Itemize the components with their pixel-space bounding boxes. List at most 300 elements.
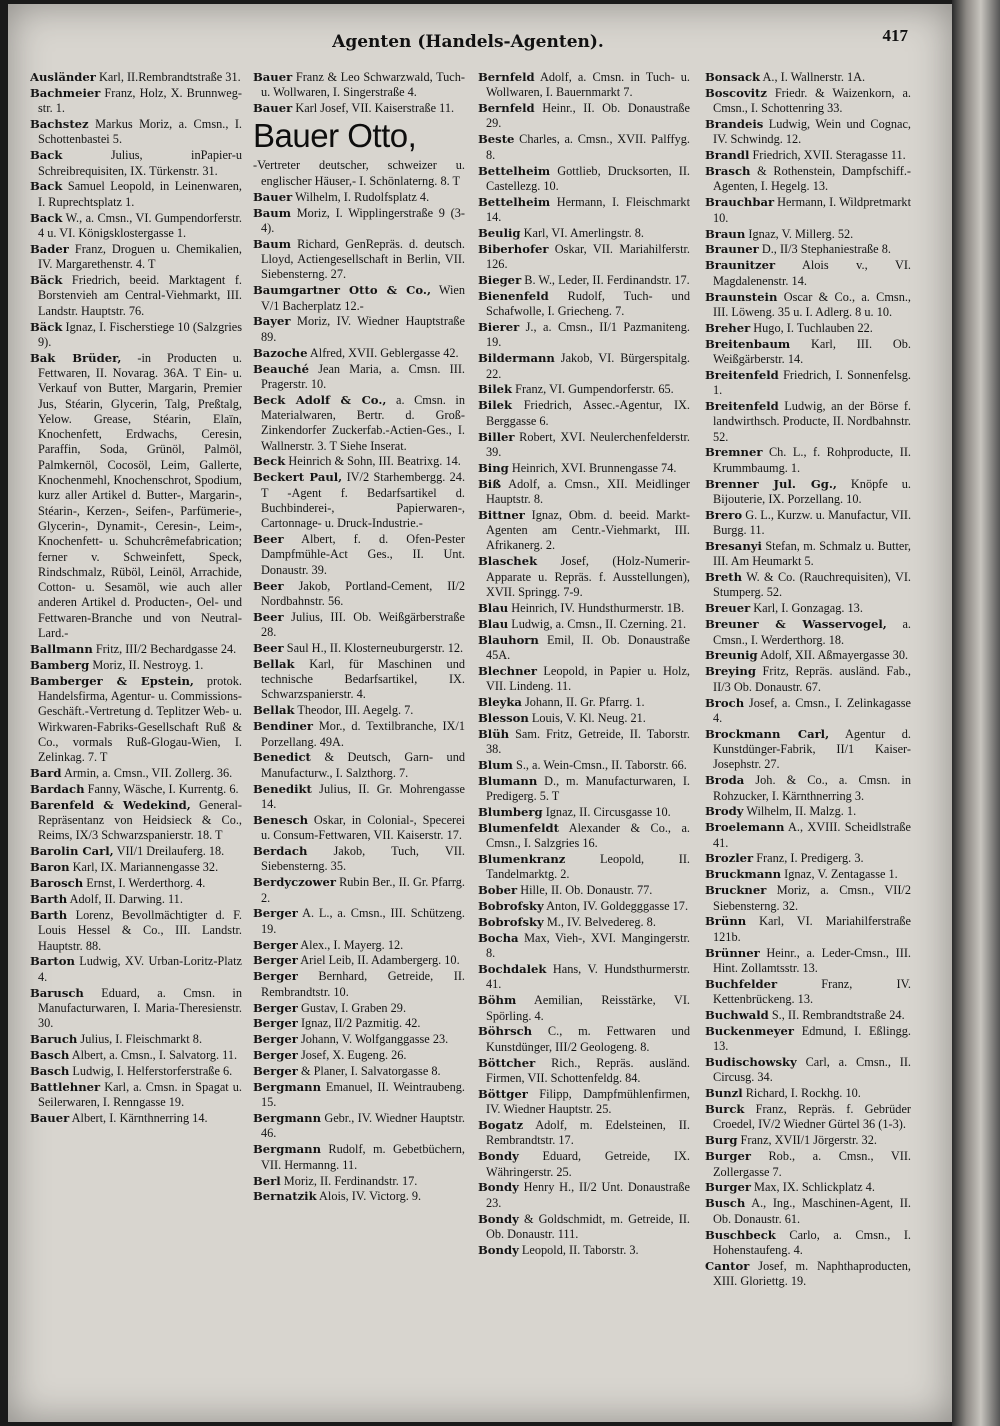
- entry-details: Jakob, VI. Bürgerspitalg. 22.: [486, 351, 690, 381]
- entry-details: Franz, XVII/1 Jörgerstr. 32.: [740, 1133, 877, 1148]
- directory-entry: [253, 362, 465, 393]
- entry-details: A., I. Wallnerstr. 1A.: [762, 70, 866, 84]
- directory-entry: [705, 337, 911, 368]
- entry-details: Wilhelm, I. Rudolfsplatz 4.: [295, 189, 430, 204]
- entry-name: Böttger: [478, 1086, 528, 1101]
- entry-name: Basch: [30, 1063, 70, 1078]
- entry-name: Blumberg: [478, 804, 543, 819]
- entry-name: Buchwald: [705, 1008, 769, 1022]
- directory-entry: [705, 1102, 911, 1133]
- entry-details: Karl Josef, VII. Kaiserstraße 11.: [295, 101, 455, 116]
- directory-entry: [30, 844, 242, 859]
- entry-name: Brenner Jul. Gg.,: [705, 476, 837, 491]
- entry-name: Beulig: [478, 225, 521, 240]
- entry-details: Heinrich & Sohn, III. Beatrixg. 14.: [288, 454, 461, 469]
- entry-details: Karl, VI. Amerlingstr. 8.: [523, 225, 644, 240]
- directory-entry: [705, 1008, 911, 1023]
- directory-entry: [705, 399, 911, 445]
- entry-details: Leopold, II. Taborstr. 3.: [521, 1242, 639, 1257]
- entry-name: Breitenfeld: [705, 398, 779, 413]
- directory-page: [8, 4, 952, 1422]
- entry-name: Barusch: [30, 985, 84, 1000]
- entry-name: Berger: [253, 906, 298, 921]
- entry-name: Bauer: [30, 1110, 70, 1125]
- column-1: [30, 70, 242, 1410]
- directory-entry: [705, 1086, 911, 1101]
- directory-entry: [705, 914, 911, 945]
- entry-name: Bunzl: [705, 1086, 743, 1101]
- directory-entry: [253, 1016, 465, 1031]
- directory-entry: [478, 852, 690, 883]
- entry-name: Baruch: [30, 1032, 78, 1047]
- directory-entry: [253, 1064, 465, 1079]
- directory-entry: [478, 727, 690, 758]
- directory-entry: [253, 1001, 465, 1016]
- directory-entry: [253, 1189, 465, 1204]
- entry-details: & Rothenstein, Dampfschiff.-Agenten, I. Hegelg. 13.: [713, 164, 911, 194]
- directory-entry: [30, 876, 242, 891]
- entry-details: Heinr., II. Ob. Donaustraße 29.: [486, 101, 690, 131]
- entry-details: A., Ing., Maschinen-Agent, II. Ob. Donaustr. 61.: [713, 1196, 911, 1226]
- directory-entry: [30, 658, 242, 673]
- directory-entry: [705, 1024, 911, 1055]
- entry-details: Emanuel, II. Weintraubeng. 15.: [261, 1080, 465, 1110]
- entry-name: Blaschek: [478, 554, 538, 569]
- entry-details: Charles, a. Cmsn., XVII. Palffyg. 8.: [486, 132, 690, 162]
- entry-name: Bendiner: [253, 719, 314, 734]
- entry-details: Gottlieb, Drucksorten, II. Castellezg. 10.: [486, 163, 690, 193]
- directory-entry: [705, 946, 911, 977]
- entry-details: Rubin Ber., II. Gr. Pfarrg. 2.: [261, 875, 465, 905]
- entry-name: Breunig: [705, 648, 758, 663]
- entry-name: Beer: [253, 578, 284, 593]
- entry-details: Franz, Holz, X. Brunnwegstr. 1.: [38, 85, 242, 116]
- entry-name: Bazoche: [253, 345, 308, 360]
- directory-entry: [705, 242, 911, 257]
- entry-name: Blechner: [478, 663, 537, 678]
- entry-details: Leopold, in Papier u. Holz, VII. Lindeng. 11.: [486, 663, 690, 694]
- entry-details: Ernst, I. Werderthorg. 4.: [86, 876, 206, 891]
- directory-entry: [705, 601, 911, 616]
- entry-name: Bondy: [478, 1242, 519, 1257]
- entry-name: Bellak: [253, 703, 295, 718]
- entry-name: Breth: [705, 570, 743, 585]
- directory-entry: [253, 1048, 465, 1063]
- directory-entry: [253, 1032, 465, 1047]
- directory-entry: [705, 867, 911, 882]
- entry-details: Gustav, I. Graben 29.: [300, 1000, 407, 1015]
- entry-name: Breitenfeld: [705, 367, 779, 382]
- directory-entry: [478, 1024, 690, 1055]
- entry-name: Beauché: [253, 361, 309, 376]
- entry-details: Ignaz, I. Fischerstiege 10 (Salzgries 9).: [38, 319, 242, 349]
- entry-details: Josef, m. Naphthaproducten, XIII. Gloriettg. 19.: [713, 1258, 911, 1288]
- entry-name: Beer: [253, 609, 284, 624]
- entry-details: Agentur d. Kunstdünger-Fabrik, II/1 Kaiser-Josephstr. 27.: [713, 726, 911, 772]
- entry-name: Bober: [478, 883, 518, 898]
- directory-entry: [478, 461, 690, 476]
- entry-details: Richard, I. Rockhg. 10.: [745, 1086, 861, 1101]
- entry-name: Bernatzik: [253, 1189, 317, 1204]
- directory-entry: [253, 283, 465, 314]
- entry-name: Beck Adolf & Co.,: [253, 392, 387, 407]
- entry-name: Blumenfeldt: [478, 820, 559, 835]
- directory-entry: [253, 938, 465, 953]
- entry-name: Bogatz: [478, 1118, 524, 1133]
- entry-details: Mor., d. Textilbranche, IX/1 Porzellang. 49A.: [261, 719, 465, 749]
- entry-details: Alfred, XVII. Geblergasse 42.: [309, 345, 459, 360]
- directory-entry: [478, 601, 690, 616]
- directory-entry: [30, 86, 242, 117]
- entry-details: Albert, f. d. Ofen-Pester Dampfmühle-Act Ges., II. Unt. Donaustr. 39.: [261, 532, 465, 577]
- directory-entry: [478, 883, 690, 898]
- directory-entry: [253, 158, 465, 189]
- entry-details: J., a. Cmsn., II/1 Pazmaniteng. 19.: [486, 320, 690, 350]
- directory-entry: [30, 351, 242, 642]
- entry-name: Busch: [705, 1196, 746, 1211]
- entry-details: Friedrich, beeid. Marktagent f. Borstenvieh am Central-Viehmarkt, III. Landstr. Hauptstr. 76.: [38, 273, 242, 318]
- entry-details: Karl, a. Cmsn. in Spagat u. Seilerwaren, I. Renngasse 19.: [38, 1079, 242, 1110]
- entry-details: General-Repräsentanz von Heidsieck & Co., Reims, IX/3 Schwarzspanierstr. 18. T: [38, 797, 242, 843]
- directory-entry: [705, 1149, 911, 1180]
- directory-entry: [253, 393, 465, 454]
- entry-name: Broch: [705, 695, 745, 710]
- entry-details: Emil, II. Ob. Donaustraße 45A.: [486, 632, 690, 662]
- entry-name: Burg: [705, 1133, 738, 1148]
- entry-details: Josef, X. Eugeng. 26.: [300, 1048, 407, 1063]
- directory-entry: [253, 314, 465, 345]
- entry-details: Fanny, Wäsche, I. Kurrentg. 6.: [87, 781, 239, 796]
- entry-details: B. W., Leder, II. Ferdinandstr. 17.: [524, 273, 690, 288]
- entry-details: Edmund, I. Eßlingg. 13.: [713, 1023, 911, 1054]
- entry-details: Joh. & Co., a. Cmsn. in Rohzucker, I. Kärnthnerring 3.: [713, 773, 911, 803]
- entry-name: Berger: [253, 1032, 298, 1047]
- page-number: 417: [882, 26, 908, 45]
- directory-entry: [253, 237, 465, 283]
- entry-name: Breying: [705, 664, 756, 679]
- directory-entry: [478, 70, 690, 101]
- entry-details: Karl, IX. Mariannengasse 32.: [72, 860, 219, 875]
- entry-name: Benedict: [253, 750, 311, 765]
- entry-name: Bilek: [478, 398, 513, 413]
- entry-name: Beer: [253, 532, 284, 547]
- entry-name: Berdyczower: [253, 875, 336, 890]
- entry-details: Karl, II.Rembrandtstraße 31.: [98, 70, 241, 84]
- directory-entry: [478, 931, 690, 962]
- entry-name: Barth: [30, 907, 68, 922]
- entry-details: & Deutsch, Garn- und Manufacturw., I. Salzthorg. 7.: [261, 750, 465, 780]
- entry-details: a. Cmsn., I. Werderthorg. 18.: [713, 617, 911, 647]
- entry-details: Ignaz, V. Millerg. 52.: [748, 226, 854, 241]
- entry-details: Robert, XVI. Neulerchenfelderstr. 39.: [486, 429, 690, 459]
- entry-details: Hermann, I. Fleischmarkt 14.: [486, 194, 690, 225]
- entry-details: Moriz, a. Cmsn., VII/2 Siebensterng. 32.: [713, 883, 911, 913]
- entry-details: S., II. Rembrandtstraße 24.: [771, 1008, 905, 1022]
- directory-entry: [478, 1212, 690, 1243]
- entry-details: Jakob, Tuch, VII. Siebensterng. 35.: [261, 844, 465, 874]
- entry-details: W., a. Cmsn., VI. Gumpendorferstr. 4 u. VI. Königsklostergasse 1.: [38, 210, 242, 240]
- directory-entry: [705, 1055, 911, 1086]
- directory-entry: [30, 179, 242, 210]
- entry-name: Barolin Carl,: [30, 844, 114, 859]
- entry-name: Beer: [253, 641, 284, 655]
- directory-entry: [705, 727, 911, 773]
- entry-name: Back: [30, 179, 63, 194]
- entry-name: Böhm: [478, 993, 517, 1008]
- entry-details: Moriz, II. Nestroyg. 1.: [92, 657, 204, 672]
- directory-entry: [30, 892, 242, 907]
- entry-details: Alex., I. Mayerg. 12.: [300, 937, 404, 952]
- column-2: [253, 70, 465, 1410]
- entry-name: Brandeis: [705, 117, 764, 132]
- directory-entry: [30, 242, 242, 273]
- entry-name: Blesson: [478, 710, 529, 725]
- entry-details: Franz, IV. Kettenbrückeng. 13.: [713, 976, 911, 1007]
- entry-name: Benesch: [253, 812, 308, 827]
- entry-details: Markus Moriz, a. Cmsn., I. Schottenbastei 5.: [38, 117, 242, 147]
- directory-entry: [705, 148, 911, 163]
- entry-name: Biller: [478, 429, 515, 444]
- directory-entry: [30, 674, 242, 766]
- directory-entry: [253, 875, 465, 906]
- entry-details: Hermann, I. Wildpretmarkt 10.: [713, 195, 911, 225]
- entry-name: Brozler: [705, 851, 754, 866]
- entry-details: Julius, inPapier-u Schreibrequisiten, IX. Türkenstr. 31.: [38, 148, 242, 178]
- directory-entry: [253, 657, 465, 703]
- directory-entry: [253, 206, 465, 237]
- entry-name: Barenfeld & Wedekind,: [30, 797, 191, 812]
- directory-entry: [705, 1196, 911, 1227]
- directory-entry: [478, 805, 690, 820]
- directory-entry: [30, 908, 242, 954]
- directory-entry: [30, 320, 242, 351]
- entry-name: Bernfeld: [478, 70, 535, 84]
- entry-details: S., a. Wein-Cmsn., II. Taborstr. 66.: [515, 757, 687, 772]
- entry-name: Berger: [253, 1000, 298, 1015]
- directory-entry: [705, 445, 911, 476]
- entry-name: Bellak: [253, 656, 295, 671]
- directory-entry: [253, 969, 465, 1000]
- entry-details: Ignaz, II/2 Pazmitig. 42.: [300, 1016, 421, 1031]
- entry-name: Bremner: [705, 445, 763, 460]
- entry-details: Richard, GenRepräs. d. deutsch. Lloyd, Actiengesellschaft in Berlin, VII. Siebensterng. 27.: [261, 236, 465, 282]
- entry-details: Ch. L., f. Rohproducte, II. Krummbaumg. 1.: [713, 445, 911, 475]
- entry-name: Brünn: [705, 914, 747, 929]
- entry-name: Braunstein: [705, 289, 778, 304]
- directory-entry: [478, 1056, 690, 1087]
- entry-details: Armin, a. Cmsn., VII. Zollerg. 36.: [63, 766, 233, 781]
- entry-name: Bruckmann: [705, 867, 782, 882]
- entry-details: Rudolf, m. Gebetbüchern, VII. Hermanng. 11.: [261, 1142, 465, 1172]
- entry-name: Bamberg: [30, 657, 90, 672]
- entry-details: Ariel Leib, II. Adambergerg. 10.: [300, 953, 460, 968]
- entry-name: Bergmann: [253, 1111, 322, 1126]
- entry-name: Barton: [30, 954, 75, 969]
- entry-name: Biß: [478, 476, 502, 491]
- entry-details: Alexander & Co., a. Cmsn., I. Salzgries 16.: [486, 820, 690, 851]
- entry-name: Bernfeld: [478, 101, 535, 116]
- entry-details: VII/1 Dreilauferg. 18.: [116, 844, 225, 859]
- entry-name: Barth: [30, 892, 68, 907]
- directory-entry: [705, 70, 911, 85]
- entry-details: Adolf, m. Edelsteinen, II. Rembrandtstr. 17.: [486, 1118, 690, 1148]
- entry-details: Fritz, Repräs. ausländ. Fab., II/3 Ob. Donaustr. 67.: [713, 664, 911, 694]
- directory-entry: [253, 813, 465, 844]
- entry-name: Boscovitz: [705, 85, 767, 100]
- entry-name: Buckenmeyer: [705, 1023, 794, 1038]
- page-header: [8, 26, 952, 56]
- entry-details: Julius, II. Gr. Mohrengasse 14.: [261, 781, 465, 811]
- entry-details: Bernhard, Getreide, II. Rembrandtstr. 10.: [261, 969, 465, 999]
- entry-name: Böttcher: [478, 1055, 536, 1070]
- entry-details: Adolf, a. Cmsn. in Tuch- u. Wollwaren, I. Bauernmarkt 7.: [486, 70, 690, 100]
- directory-entry: [253, 719, 465, 750]
- directory-entry: [478, 711, 690, 726]
- entry-details: Karl, III. Ob. Weißgärberstr. 14.: [713, 336, 911, 366]
- entry-name: Bilek: [478, 382, 513, 397]
- entry-details: Ignaz, II. Circusgasse 10.: [545, 804, 671, 819]
- directory-entry: [478, 351, 690, 382]
- entry-details: Saul H., II. Klosterneuburgerstr. 12.: [286, 641, 464, 655]
- entry-details: -in Producten u. Fettwaren, II. Novarag. 36A. T Ein- u. Verkauf von Butter, Margarin, Premier Jus, Stéarin, Glycerin, Talg, Preßtalg, Yelow. Grease, Stéarin, Elaïn, Knochenfett, Erdwachs, Ceresin, Paraffin, Soda, Grünöl, Palmöl, Palmkernöl, Cocosöl, Leim, Gallerte, Knochenmehl, Knochenschrot, Spodium, kurz aller Artikel d. Butter-, Margarin-, Stéarin-, Kerzen-, Seifen-, Parfümerie-, Glycerin-, Dynamit-, Ceresin-, Leim-, Knochenfett- u. Schuhcrêmefabrication; ferner v. Schweinfett, Speck, Rindschmalz, Rüböl, Leinöl, Arrachide, Cotton- u. Sesamöl, wie auch aller anderen Artikel d. Producten-, Oel- und Fettwaren-Branche und von Neutral-Lard.-: [38, 350, 242, 641]
- entry-details: Wilhelm, II. Malzg. 1.: [746, 804, 857, 819]
- entry-name: Beckert Paul,: [253, 470, 343, 485]
- entry-name: Blumenkranz: [478, 852, 566, 867]
- entry-details: IV/2 Starhembergg. 24. T -Agent f. Bedarfsartikel d. Buchbinderei-, Papierwaren-, Cartonnage- u. Druck-Industrie.-: [261, 470, 465, 531]
- entry-name: Burck: [705, 1102, 745, 1117]
- directory-entry: [478, 398, 690, 429]
- directory-entry: [705, 804, 911, 819]
- directory-entry: [253, 906, 465, 937]
- directory-entry: [705, 539, 911, 570]
- entry-name: Benedikt: [253, 781, 312, 796]
- entry-name: Berger: [253, 1064, 298, 1079]
- entry-details: Rob., a. Cmsn., VII. Zollergasse 7.: [713, 1149, 911, 1179]
- entry-details: Samuel Leopold, in Leinenwaren, I. Ruprechtsplatz 1.: [38, 179, 242, 209]
- entry-details: Oskar, VII. Mariahilferstr. 126.: [486, 241, 690, 272]
- entry-details: & Planer, I. Salvatorgasse 8.: [300, 1064, 441, 1079]
- directory-entry: [478, 899, 690, 914]
- directory-entry: [30, 117, 242, 148]
- entry-details: Karl, VI. Mariahilferstraße 121b.: [713, 914, 911, 944]
- directory-entry: [30, 954, 242, 985]
- directory-entry: [478, 664, 690, 695]
- directory-entry: [253, 1174, 465, 1189]
- directory-entry: [253, 703, 465, 718]
- directory-entry: [705, 290, 911, 321]
- entry-name: Beste: [478, 132, 515, 147]
- directory-entry: [705, 696, 911, 727]
- entry-details: Ignaz, Obm. d. beeid. Markt-Agenten am Centr.-Viehmarkt, III. Afrikanerg. 2.: [486, 507, 690, 553]
- directory-entry: [253, 610, 465, 641]
- entry-details: Franz, VI. Gumpendorferstr. 65.: [515, 382, 674, 397]
- directory-entry: [253, 454, 465, 469]
- entry-name: Bader: [30, 241, 69, 256]
- entry-name: Braunitzer: [705, 258, 776, 273]
- page-title: Agenten (Handels-Agenten).: [332, 32, 604, 52]
- entry-name: Bildermann: [478, 351, 555, 366]
- directory-entry: [478, 320, 690, 351]
- entry-details: & Goldschmidt, m. Getreide, II. Ob. Donaustr. 111.: [486, 1211, 690, 1241]
- directory-entry: [253, 953, 465, 968]
- directory-entry: [30, 273, 242, 319]
- directory-entry: [478, 164, 690, 195]
- entry-details: Adolf, XII. Aßmayergasse 30.: [760, 648, 909, 663]
- entry-name: Ausländer: [30, 70, 96, 84]
- entry-name: Bak Brüder,: [30, 350, 122, 365]
- entry-details: Albert, a. Cmsn., I. Salvatorg. 11.: [71, 1047, 238, 1062]
- directory-entry: [30, 642, 242, 657]
- directory-entry: [478, 382, 690, 397]
- entry-name: Berger: [253, 1016, 298, 1031]
- entry-name: Brauchbar: [705, 195, 775, 210]
- directory-entry: [705, 477, 911, 508]
- entry-details: Carlo, a. Cmsn., I. Hohenstaufeng. 4.: [713, 1227, 911, 1257]
- entry-name: Bing: [478, 460, 509, 475]
- entry-name: Berger: [253, 937, 298, 952]
- entry-name: Bardach: [30, 781, 85, 796]
- entry-details: Josef, (Holz-Numerir-Apparate u. Repräs. f. Ausstellungen), XVII. Springg. 7-9.: [486, 554, 690, 599]
- entry-details: Ignaz, V. Zentagasse 1.: [784, 867, 898, 882]
- directory-entry: [30, 1064, 242, 1079]
- directory-entry: [705, 117, 911, 148]
- entry-details: Friedrich, XVII. Steragasse 11.: [752, 148, 906, 163]
- entry-name: Bondy: [478, 1211, 519, 1226]
- directory-entry: [478, 477, 690, 508]
- directory-entry: [705, 508, 911, 539]
- directory-entry: [30, 766, 242, 781]
- entry-details: Julius, III. Ob. Weißgärberstraße 28.: [261, 609, 465, 640]
- directory-entry: [253, 101, 465, 116]
- directory-entry: [253, 470, 465, 531]
- directory-entry: [705, 1228, 911, 1259]
- directory-entry: [478, 695, 690, 710]
- entry-name: Braun: [705, 226, 746, 241]
- entry-details: Max, Vieh-, XVI. Mangingerstr. 8.: [486, 930, 690, 961]
- entry-name: Breuner & Wasservogel,: [705, 617, 887, 632]
- entry-details: Henry H., II/2 Unt. Donaustraße 23.: [486, 1180, 690, 1210]
- entry-details: A., XVIII. Scheidlstraße 41.: [713, 820, 911, 850]
- directory-entry: [478, 101, 690, 132]
- entry-details: Ludwig, I. Helferstorferstraße 6.: [72, 1063, 233, 1078]
- entry-name: Blum: [478, 757, 513, 772]
- entry-name: Bayer: [253, 314, 291, 329]
- directory-entry: [705, 321, 911, 336]
- entry-details: A. L., a. Cmsn., III. Schützeng. 19.: [261, 906, 465, 936]
- column-4: [705, 70, 911, 1410]
- entry-name: Breher: [705, 320, 751, 335]
- entry-details: Jean Maria, a. Cmsn. III. Pragerstr. 10.: [261, 361, 465, 391]
- directory-entry: [30, 860, 242, 875]
- entry-name: Berdach: [253, 844, 308, 859]
- entry-details: Friedr. & Waizenkorn, a. Cmsn., I. Schottenring 33.: [713, 85, 911, 116]
- directory-entry: [30, 1048, 242, 1063]
- entry-details: D., m. Manufacturwaren, I. Predigerg. 5. T: [486, 773, 690, 804]
- entry-details: Oskar, in Colonial-, Specerei u. Consum-Fettwaren, VII. Kaiserstr. 17.: [261, 812, 465, 843]
- entry-name: Bauer: [253, 189, 293, 204]
- directory-entry: [478, 273, 690, 288]
- entry-name: Blauhorn: [478, 632, 539, 647]
- entry-details: Carl, a. Cmsn., II. Circusg. 34.: [713, 1055, 911, 1085]
- entry-name: Back: [30, 210, 63, 225]
- directory-entry: [705, 851, 911, 866]
- entry-name: Bobrofsky: [478, 915, 544, 930]
- directory-entry: [478, 1118, 690, 1149]
- entry-name: Böhrsch: [478, 1024, 533, 1039]
- entry-name: Blüh: [478, 726, 510, 741]
- directory-entry: [30, 986, 242, 1032]
- entry-name: Buschbeck: [705, 1227, 776, 1242]
